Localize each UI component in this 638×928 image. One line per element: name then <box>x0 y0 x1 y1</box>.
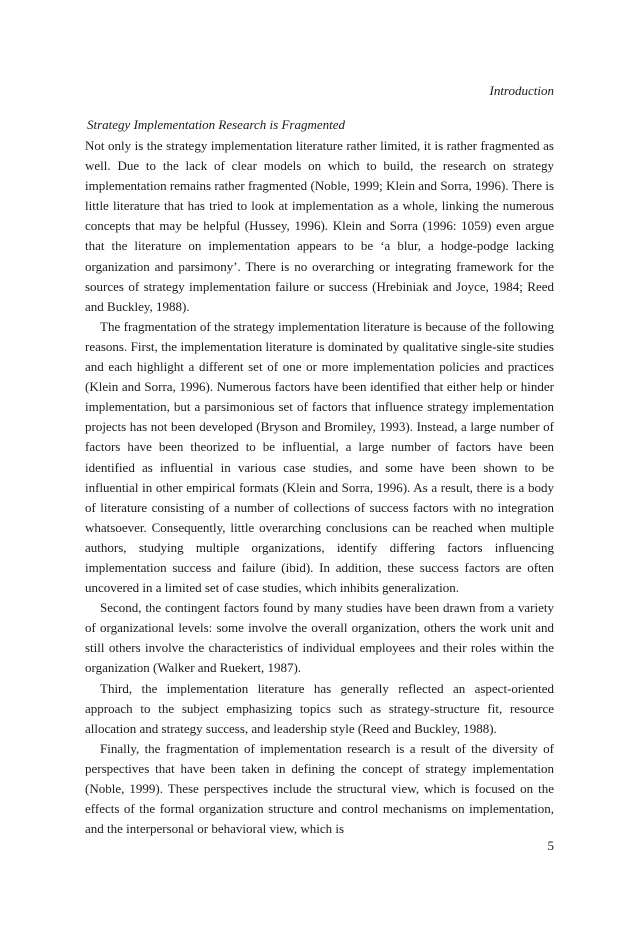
body-text <box>85 136 554 839</box>
page-number: 5 <box>547 838 554 853</box>
document-page <box>85 0 554 928</box>
running-head: Introduction <box>489 83 554 98</box>
section-heading: Strategy Implementation Research is Fragmented <box>87 117 346 132</box>
paragraph-4: Third, the implementation literature has generally reflected an aspect-oriented approach to the subject emphasizing topics such as strategy-structure fit, resource allocation and strategy success, and leadership style (Reed and Buckley, 1988). <box>85 680 554 736</box>
paragraph-1: Not only is the strategy implementation literature rather limited, it is rather fragmented as well. Due to the lack of clear models on which to build, the research on strategy implementation remains rather fragmented (Noble, 1999; Klein and Sorra, 1996). There is little literature that has tried to look at implementation as a whole, linking the numerous concepts that may be helpful (Hussey, 1996). Klein and Sorra (1996: 1059) even argue that the literature on implementation appears to be ‘a blur, a hodge-podge lacking organization and parsimony’. There is no overarching or integrating framework for the sources of strategy implementation failure or success (Hrebiniak and Joyce, 1984; Reed and Buckley, 1988). <box>85 138 554 314</box>
paragraph-2: The fragmentation of the strategy implementation literature is because of the following reasons. First, the implementation literature is dominated by qualitative single-site studies and each highlight a different set of one or more implementation policies and practices (Klein and Sorra, 1996). Numerous factors have been identified that either help or hinder implementation, but a parsimonious set of factors that influence strategy implementation projects has not been developed (Bryson and Bromiley, 1993). Instead, a large number of factors have been theorized to be influential, a large number of factors have been identified as influential in various case studies, and some have been shown to be influential in other empirical formats (Klein and Sorra, 1996). As a result, there is a body of literature consisting of a number of collections of success factors with no integration whatsoever. Consequently, little overarching conclusions can be reached when multiple authors, studying multiple organizations, identify differing factors influencing implementation success and failure (ibid). In addition, these success factors are often uncovered in a limited set of case studies, which inhibits generalization. <box>85 318 554 596</box>
paragraph-5: Finally, the fragmentation of implementation research is a result of the diversity of perspectives that have been taken in defining the concept of strategy implementation (Noble, 1999). These perspectives include the structural view, which is focused on the effects of the formal organization structure and control mechanisms on implementation, and the interpersonal or behavioral view, which is <box>85 740 554 837</box>
paragraph-3: Second, the contingent factors found by many studies have been drawn from a variety of organizational levels: some involve the overall organization, others the work unit and still others involve the characteristics of individual employees and their roles within the organization (Walker and Ruekert, 1987). <box>85 600 554 676</box>
